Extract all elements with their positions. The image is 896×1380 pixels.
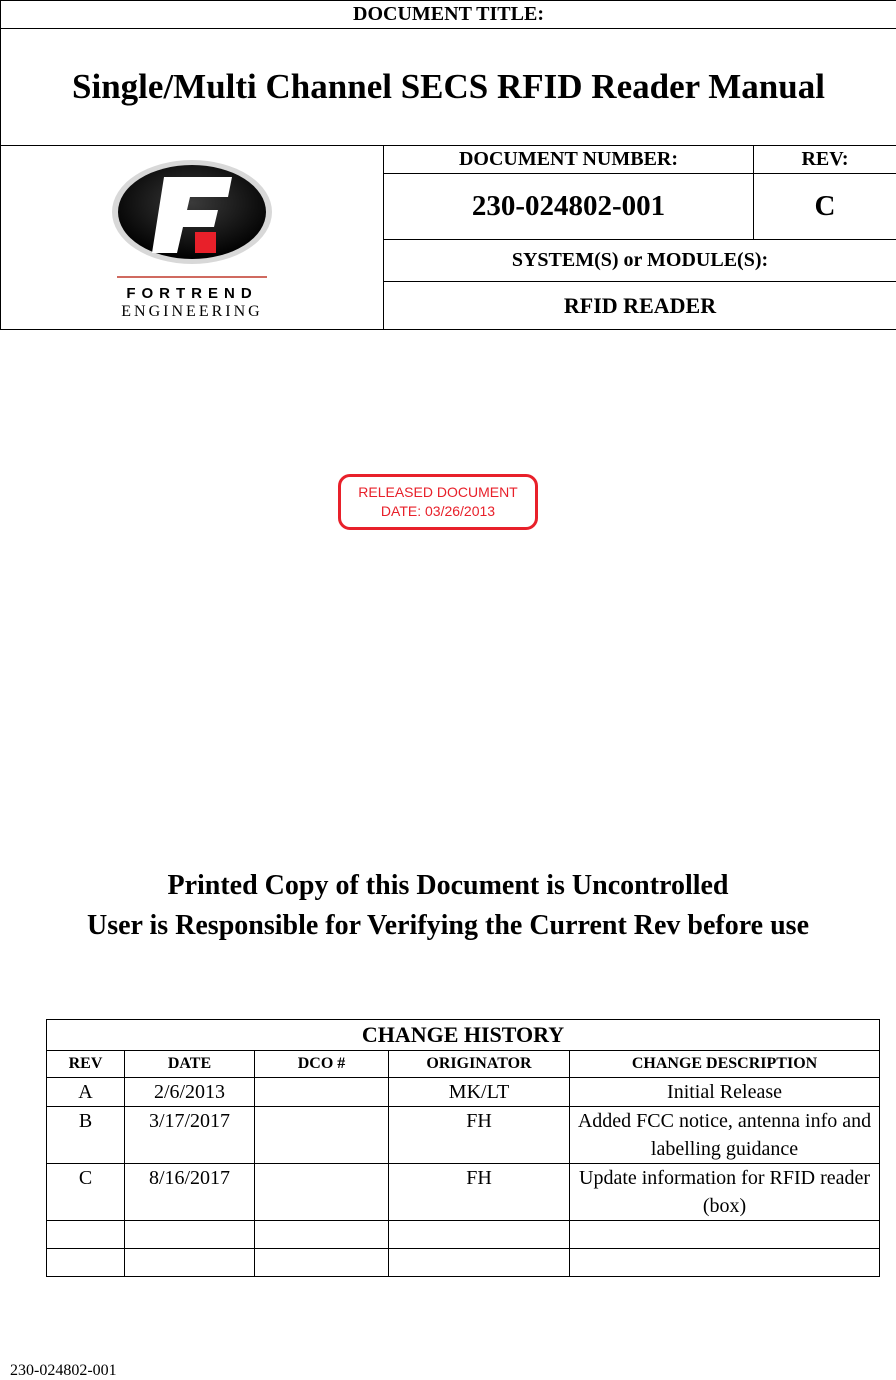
system-value: RFID READER: [384, 282, 896, 330]
docnum-label: DOCUMENT NUMBER:: [384, 146, 754, 174]
cell-description: Added FCC notice, antenna info and labelling guidance: [570, 1107, 880, 1164]
rev-label: REV:: [754, 146, 896, 174]
col-dco: DCO #: [255, 1051, 389, 1078]
system-label: SYSTEM(S) or MODULE(S):: [384, 240, 896, 282]
table-row: [47, 1107, 880, 1164]
fortrend-logo: [92, 155, 292, 305]
cell-description: Initial Release: [570, 1078, 880, 1107]
cell-rev: C: [47, 1164, 125, 1221]
stamp-line-1: RELEASED DOCUMENT: [358, 484, 518, 500]
change-history-table: [46, 1019, 880, 1277]
title-label: DOCUMENT TITLE:: [1, 1, 896, 29]
table-row-empty: [47, 1249, 880, 1277]
cell-date: 8/16/2017: [125, 1164, 255, 1221]
cell-description: Update information for RFID reader (box): [570, 1164, 880, 1221]
header-table: [0, 0, 896, 330]
released-stamp: [338, 474, 538, 530]
col-originator: ORIGINATOR: [389, 1051, 570, 1078]
cell-date: 2/6/2013: [125, 1078, 255, 1107]
col-rev: REV: [47, 1051, 125, 1078]
revision: C: [754, 174, 896, 240]
logo-subtitle: ENGINEERING: [121, 302, 263, 320]
col-date: DATE: [125, 1051, 255, 1078]
stamp-line-2: DATE: 03/26/2013: [380, 503, 496, 519]
table-row: [47, 1164, 880, 1221]
cell-dco: [255, 1164, 389, 1221]
logo-brand: FORTREND: [126, 284, 258, 302]
logo-cell: [1, 146, 384, 330]
cell-dco: [255, 1078, 389, 1107]
notice-line-1: Printed Copy of this Document is Uncontrolled: [167, 870, 729, 901]
change-history-caption: CHANGE HISTORY: [47, 1020, 880, 1051]
cell-originator: FH: [389, 1107, 570, 1164]
cell-rev: B: [47, 1107, 125, 1164]
cell-originator: MK/LT: [389, 1078, 570, 1107]
table-row-empty: [47, 1221, 880, 1249]
cell-rev: A: [47, 1078, 125, 1107]
document-number: 230-024802-001: [384, 174, 754, 240]
document-title: Single/Multi Channel SECS RFID Reader Manual: [1, 29, 896, 146]
footer-docnum: 230-024802-001: [10, 1362, 117, 1379]
cell-originator: FH: [389, 1164, 570, 1221]
cell-dco: [255, 1107, 389, 1164]
col-description: CHANGE DESCRIPTION: [570, 1051, 880, 1078]
notice-line-2: User is Responsible for Verifying the Current Rev before use: [87, 910, 809, 941]
table-row: [47, 1078, 880, 1107]
cell-date: 3/17/2017: [125, 1107, 255, 1164]
